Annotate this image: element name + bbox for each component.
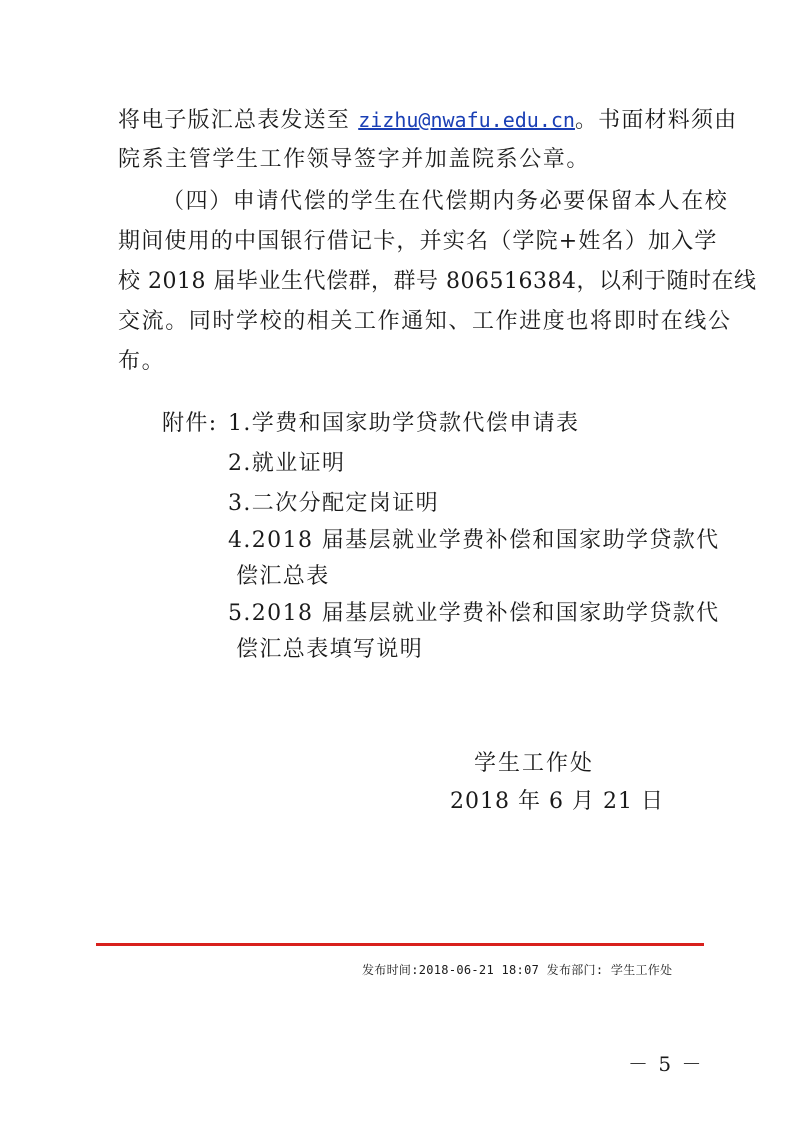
paragraph-line: 布。: [118, 349, 166, 374]
attachment-item: 5.2018 届基层就业学费补偿和国家助学贷款代: [228, 601, 720, 626]
attachment-item: 1.学费和国家助学贷款代偿申请表: [228, 411, 580, 436]
footer-divider: [96, 943, 704, 946]
signature-date: 2018 年 6 月 21 日: [450, 789, 664, 814]
attachment-item: 2.就业证明: [228, 451, 346, 476]
paragraph-line: 院系主管学生工作领导签字并加盖院系公章。: [118, 147, 591, 172]
attachment-item: 4.2018 届基层就业学费补偿和国家助学贷款代: [228, 528, 720, 553]
paragraph-line: 交流。同时学校的相关工作通知、工作进度也将即时在线公: [118, 309, 732, 334]
paragraph-line: [118, 106, 738, 135]
publish-info: 发布时间:2018-06-21 18:07 发布部门: 学生工作处: [362, 963, 673, 977]
attachment-item-continuation: 偿汇总表填写说明: [236, 637, 424, 662]
attachment-item-continuation: 偿汇总表: [236, 564, 330, 589]
paragraph-line: （四）申请代偿的学生在代偿期内务必要保留本人在校: [162, 189, 729, 214]
attachment-item: 3.二次分配定岗证明: [228, 491, 439, 516]
paragraph-text: 。书面材料须由: [574, 108, 738, 133]
paragraph-line: 校 2018 届毕业生代偿群，群号 806516384，以利于随时在线: [118, 269, 757, 294]
attachments-label: 附件:: [162, 411, 218, 436]
email-link[interactable]: zizhu@nwafu.edu.cn: [358, 108, 575, 132]
signature-department: 学生工作处: [474, 751, 595, 776]
paragraph-text: 将电子版汇总表发送至: [118, 108, 359, 133]
paragraph-line: 期间使用的中国银行借记卡，并实名（学院+姓名）加入学: [118, 229, 718, 254]
page-number: － 5 －: [628, 1052, 704, 1076]
